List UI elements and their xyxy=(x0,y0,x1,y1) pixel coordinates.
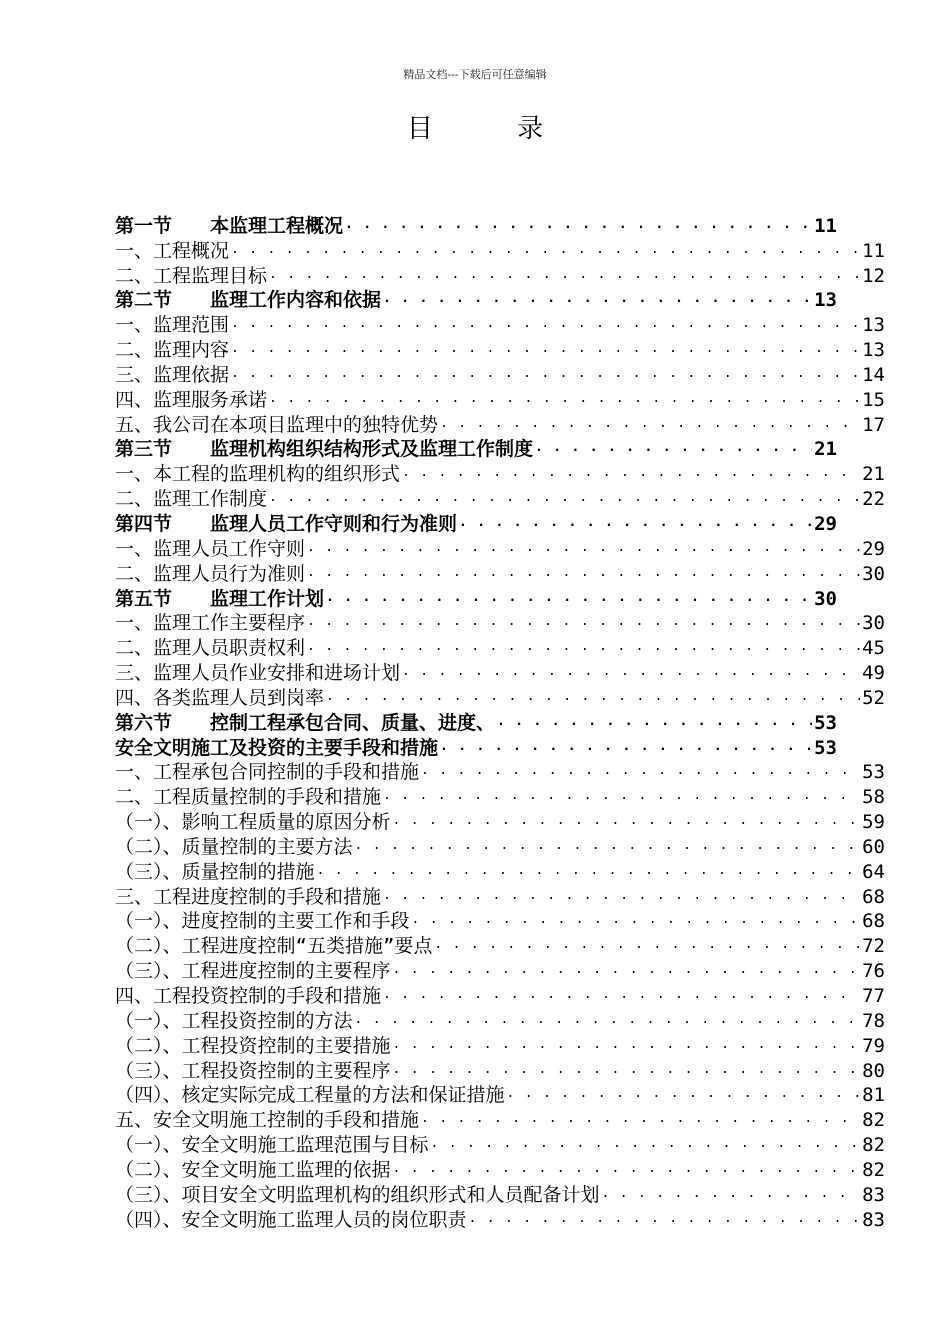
toc-entry-label: （一）、进度控制的主要工作和手段 xyxy=(115,910,410,933)
toc-entry-page-number: 29 xyxy=(814,512,837,535)
toc-entry-label: （三）、质量控制的措施 xyxy=(115,860,315,883)
toc-entry-page-number: 68 xyxy=(862,885,885,908)
toc-entry-page-number: 29 xyxy=(862,537,885,560)
dot-leader xyxy=(393,952,861,977)
dot-leader xyxy=(393,1052,861,1077)
dot-leader xyxy=(431,1126,861,1151)
dot-leader xyxy=(412,903,861,928)
dot-leader xyxy=(383,778,860,803)
toc-entry-page-number: 68 xyxy=(862,910,885,933)
toc-entry-label: 二、工程质量控制的手段和措施 xyxy=(115,786,382,809)
toc-entry-page-number: 78 xyxy=(862,1009,885,1032)
toc-entry[interactable] xyxy=(115,306,885,337)
toc-entry-label: 四、各类监理人员到岗率 xyxy=(115,686,325,709)
dot-leader xyxy=(497,704,812,729)
dot-leader xyxy=(269,257,860,282)
toc-entry-page-number: 15 xyxy=(862,388,885,411)
toc-entry-page-number: 83 xyxy=(862,1183,885,1206)
toc-entry-page-number: 11 xyxy=(862,239,885,262)
toc-entry-label: （四）、安全文明施工监理人员的岗位职责 xyxy=(115,1208,467,1231)
toc-entry-page-number: 13 xyxy=(862,314,885,337)
dot-leader xyxy=(535,431,812,456)
toc-entry-page-number: 49 xyxy=(862,662,885,685)
toc-entry-page-number: 13 xyxy=(862,339,885,362)
dot-leader xyxy=(355,828,861,853)
toc-entry-page-number: 21 xyxy=(814,438,837,461)
dot-leader xyxy=(440,406,860,431)
toc-entry-page-number: 52 xyxy=(862,686,885,709)
toc-entry-label: 一、本工程的监理机构的组织形式 xyxy=(115,463,401,486)
dot-leader xyxy=(269,381,860,406)
toc-entry-page-number: 64 xyxy=(862,860,885,883)
dot-leader xyxy=(269,480,860,505)
dot-leader xyxy=(231,331,860,356)
toc-entry-label: 第五节 监理工作计划 xyxy=(115,587,325,610)
toc-entry[interactable] xyxy=(115,356,885,386)
toc-entry-label: 第二节 监理工作内容和依据 xyxy=(115,289,382,312)
dot-leader xyxy=(393,803,861,828)
dot-leader xyxy=(507,1077,861,1102)
dot-leader xyxy=(383,878,860,903)
toc-entry-label: 二、工程监理目标 xyxy=(115,264,268,287)
dot-leader xyxy=(326,679,860,704)
toc-entry-label: （一）、安全文明施工监理范围与目标 xyxy=(115,1134,429,1157)
dot-leader xyxy=(231,356,860,381)
dot-leader xyxy=(307,605,860,630)
toc-entry-label: 一、监理工作主要程序 xyxy=(115,612,306,635)
dot-leader xyxy=(402,455,860,480)
dot-leader xyxy=(402,654,860,679)
toc-entry-label: （一）、工程投资控制的方法 xyxy=(115,1009,353,1032)
toc-entry-label: 四、工程投资控制的手段和措施 xyxy=(115,985,382,1007)
toc-entry-label: 一、监理人员工作守则 xyxy=(115,537,306,560)
dot-leader xyxy=(307,629,860,654)
toc-entry-label: 第四节 监理人员工作守则和行为准则 xyxy=(115,512,458,535)
toc-entry-label: 四、监理服务承诺 xyxy=(115,388,268,411)
toc-entry-page-number: 81 xyxy=(862,1084,885,1107)
dot-leader xyxy=(307,530,860,555)
dot-leader xyxy=(231,232,860,257)
toc-entry[interactable] xyxy=(115,232,885,262)
toc-entry[interactable] xyxy=(115,331,885,362)
toc-entry-page-number: 80 xyxy=(862,1059,885,1082)
toc-entry-label: （三）、工程进度控制的主要程序 xyxy=(115,960,391,983)
toc-entry-label: （二）、工程投资控制的主要措施 xyxy=(115,1034,391,1057)
dot-leader xyxy=(317,853,861,878)
toc-entry-label: （一）、影响工程质量的原因分析 xyxy=(115,811,391,834)
dot-leader xyxy=(469,1201,861,1226)
toc-entry-page-number: 30 xyxy=(862,562,885,585)
toc-entry-label: 二、监理内容 xyxy=(115,339,230,362)
toc-entry-page-number: 53 xyxy=(862,761,885,784)
toc-entry-label: 第一节 本监理工程概况 xyxy=(115,214,344,237)
dot-leader xyxy=(355,1002,861,1027)
dot-leader xyxy=(421,1101,860,1126)
toc-entry-page-number: 13 xyxy=(814,289,837,312)
toc-entry-label: 安全文明施工及投资的主要手段和措施 xyxy=(115,736,439,759)
toc-entry-label: 三、监理人员作业安排和进场计划 xyxy=(115,662,401,685)
page-title: 目 录 xyxy=(406,114,582,144)
toc-entry-page-number: 58 xyxy=(862,786,885,809)
toc-entry-page-number: 82 xyxy=(862,1158,885,1181)
toc-entry[interactable] xyxy=(115,257,885,287)
toc-entry-page-number: 12 xyxy=(862,264,885,287)
toc-entry-page-number: 30 xyxy=(862,612,885,635)
toc-entry-page-number: 76 xyxy=(862,960,885,983)
toc-entry-label: 五、安全文明施工控制的手段和措施 xyxy=(115,1109,420,1132)
toc-entry-label: 一、工程概况 xyxy=(115,239,230,262)
toc-entry-page-number: 14 xyxy=(862,363,885,386)
toc-entry-label: 一、监理范围 xyxy=(115,314,230,337)
toc-entry-page-number: 79 xyxy=(862,1034,885,1057)
dot-leader xyxy=(345,207,812,232)
toc-entry-label: 二、监理工作制度 xyxy=(115,488,268,511)
toc-entry-page-number: 77 xyxy=(862,985,885,1007)
toc-entry-label: 第三节 监理机构组织结构形式及监理工作制度 xyxy=(115,438,534,461)
toc-entry[interactable] xyxy=(115,381,885,411)
toc-entry-page-number: 21 xyxy=(862,463,885,486)
toc-entry-page-number: 22 xyxy=(862,488,885,511)
toc-entry-label: （二）、质量控制的主要方法 xyxy=(115,835,353,858)
toc-entry-label: 三、工程进度控制的手段和措施 xyxy=(115,885,382,908)
toc-entry-label: 三、监理依据 xyxy=(115,363,230,386)
toc-entry-label: （二）、工程进度控制“五类措施”要点 xyxy=(115,935,433,958)
toc-entry-page-number: 60 xyxy=(862,835,885,858)
toc-entry-label: 五、我公司在本项目监理中的独特优势 xyxy=(115,413,439,436)
table-of-contents xyxy=(115,207,885,1231)
toc-entry-label: （三）、工程投资控制的主要程序 xyxy=(115,1059,391,1082)
toc-entry-page-number: 83 xyxy=(862,1208,885,1231)
dot-leader xyxy=(393,1027,861,1052)
dot-leader xyxy=(383,977,860,1002)
dot-leader xyxy=(231,306,860,331)
toc-entry-page-number: 30 xyxy=(814,587,837,610)
dot-leader xyxy=(326,580,812,605)
toc-entry-page-number: 11 xyxy=(814,214,837,237)
toc-entry-page-number: 59 xyxy=(862,811,885,834)
toc-chapter-entry[interactable] xyxy=(115,207,837,237)
dot-leader xyxy=(602,1176,861,1201)
toc-entry-label: （四）、核定实际完成工程量的方法和保证措施 xyxy=(115,1084,505,1107)
toc-entry-page-number: 82 xyxy=(862,1109,885,1132)
dot-leader xyxy=(459,505,812,530)
header-note: 精品文档---下载后可任意编辑 xyxy=(403,68,547,81)
toc-entry-label: （二）、安全文明施工监理的依据 xyxy=(115,1158,391,1181)
toc-entry-label: 第六节 控制工程承包合同、质量、进度、 xyxy=(115,711,496,734)
toc-entry-label: 二、监理人员职责权利 xyxy=(115,637,306,660)
dot-leader xyxy=(307,555,860,580)
dot-leader xyxy=(421,754,860,779)
toc-entry-label: 一、工程承包合同控制的手段和措施 xyxy=(115,761,420,784)
toc-entry-page-number: 72 xyxy=(862,935,885,958)
toc-entry-page-number: 53 xyxy=(814,736,837,759)
dot-leader xyxy=(393,1151,861,1176)
dot-leader xyxy=(434,927,860,952)
toc-entry-label: 二、监理人员行为准则 xyxy=(115,562,306,585)
toc-entry-page-number: 82 xyxy=(862,1134,885,1157)
toc-entry-page-number: 53 xyxy=(814,711,837,734)
dot-leader xyxy=(440,729,812,754)
toc-entry-label: （三）、项目安全文明监理机构的组织形式和人员配备计划 xyxy=(115,1183,600,1206)
dot-leader xyxy=(383,282,812,307)
toc-entry-page-number: 17 xyxy=(862,413,885,436)
toc-entry-page-number: 45 xyxy=(862,637,885,660)
